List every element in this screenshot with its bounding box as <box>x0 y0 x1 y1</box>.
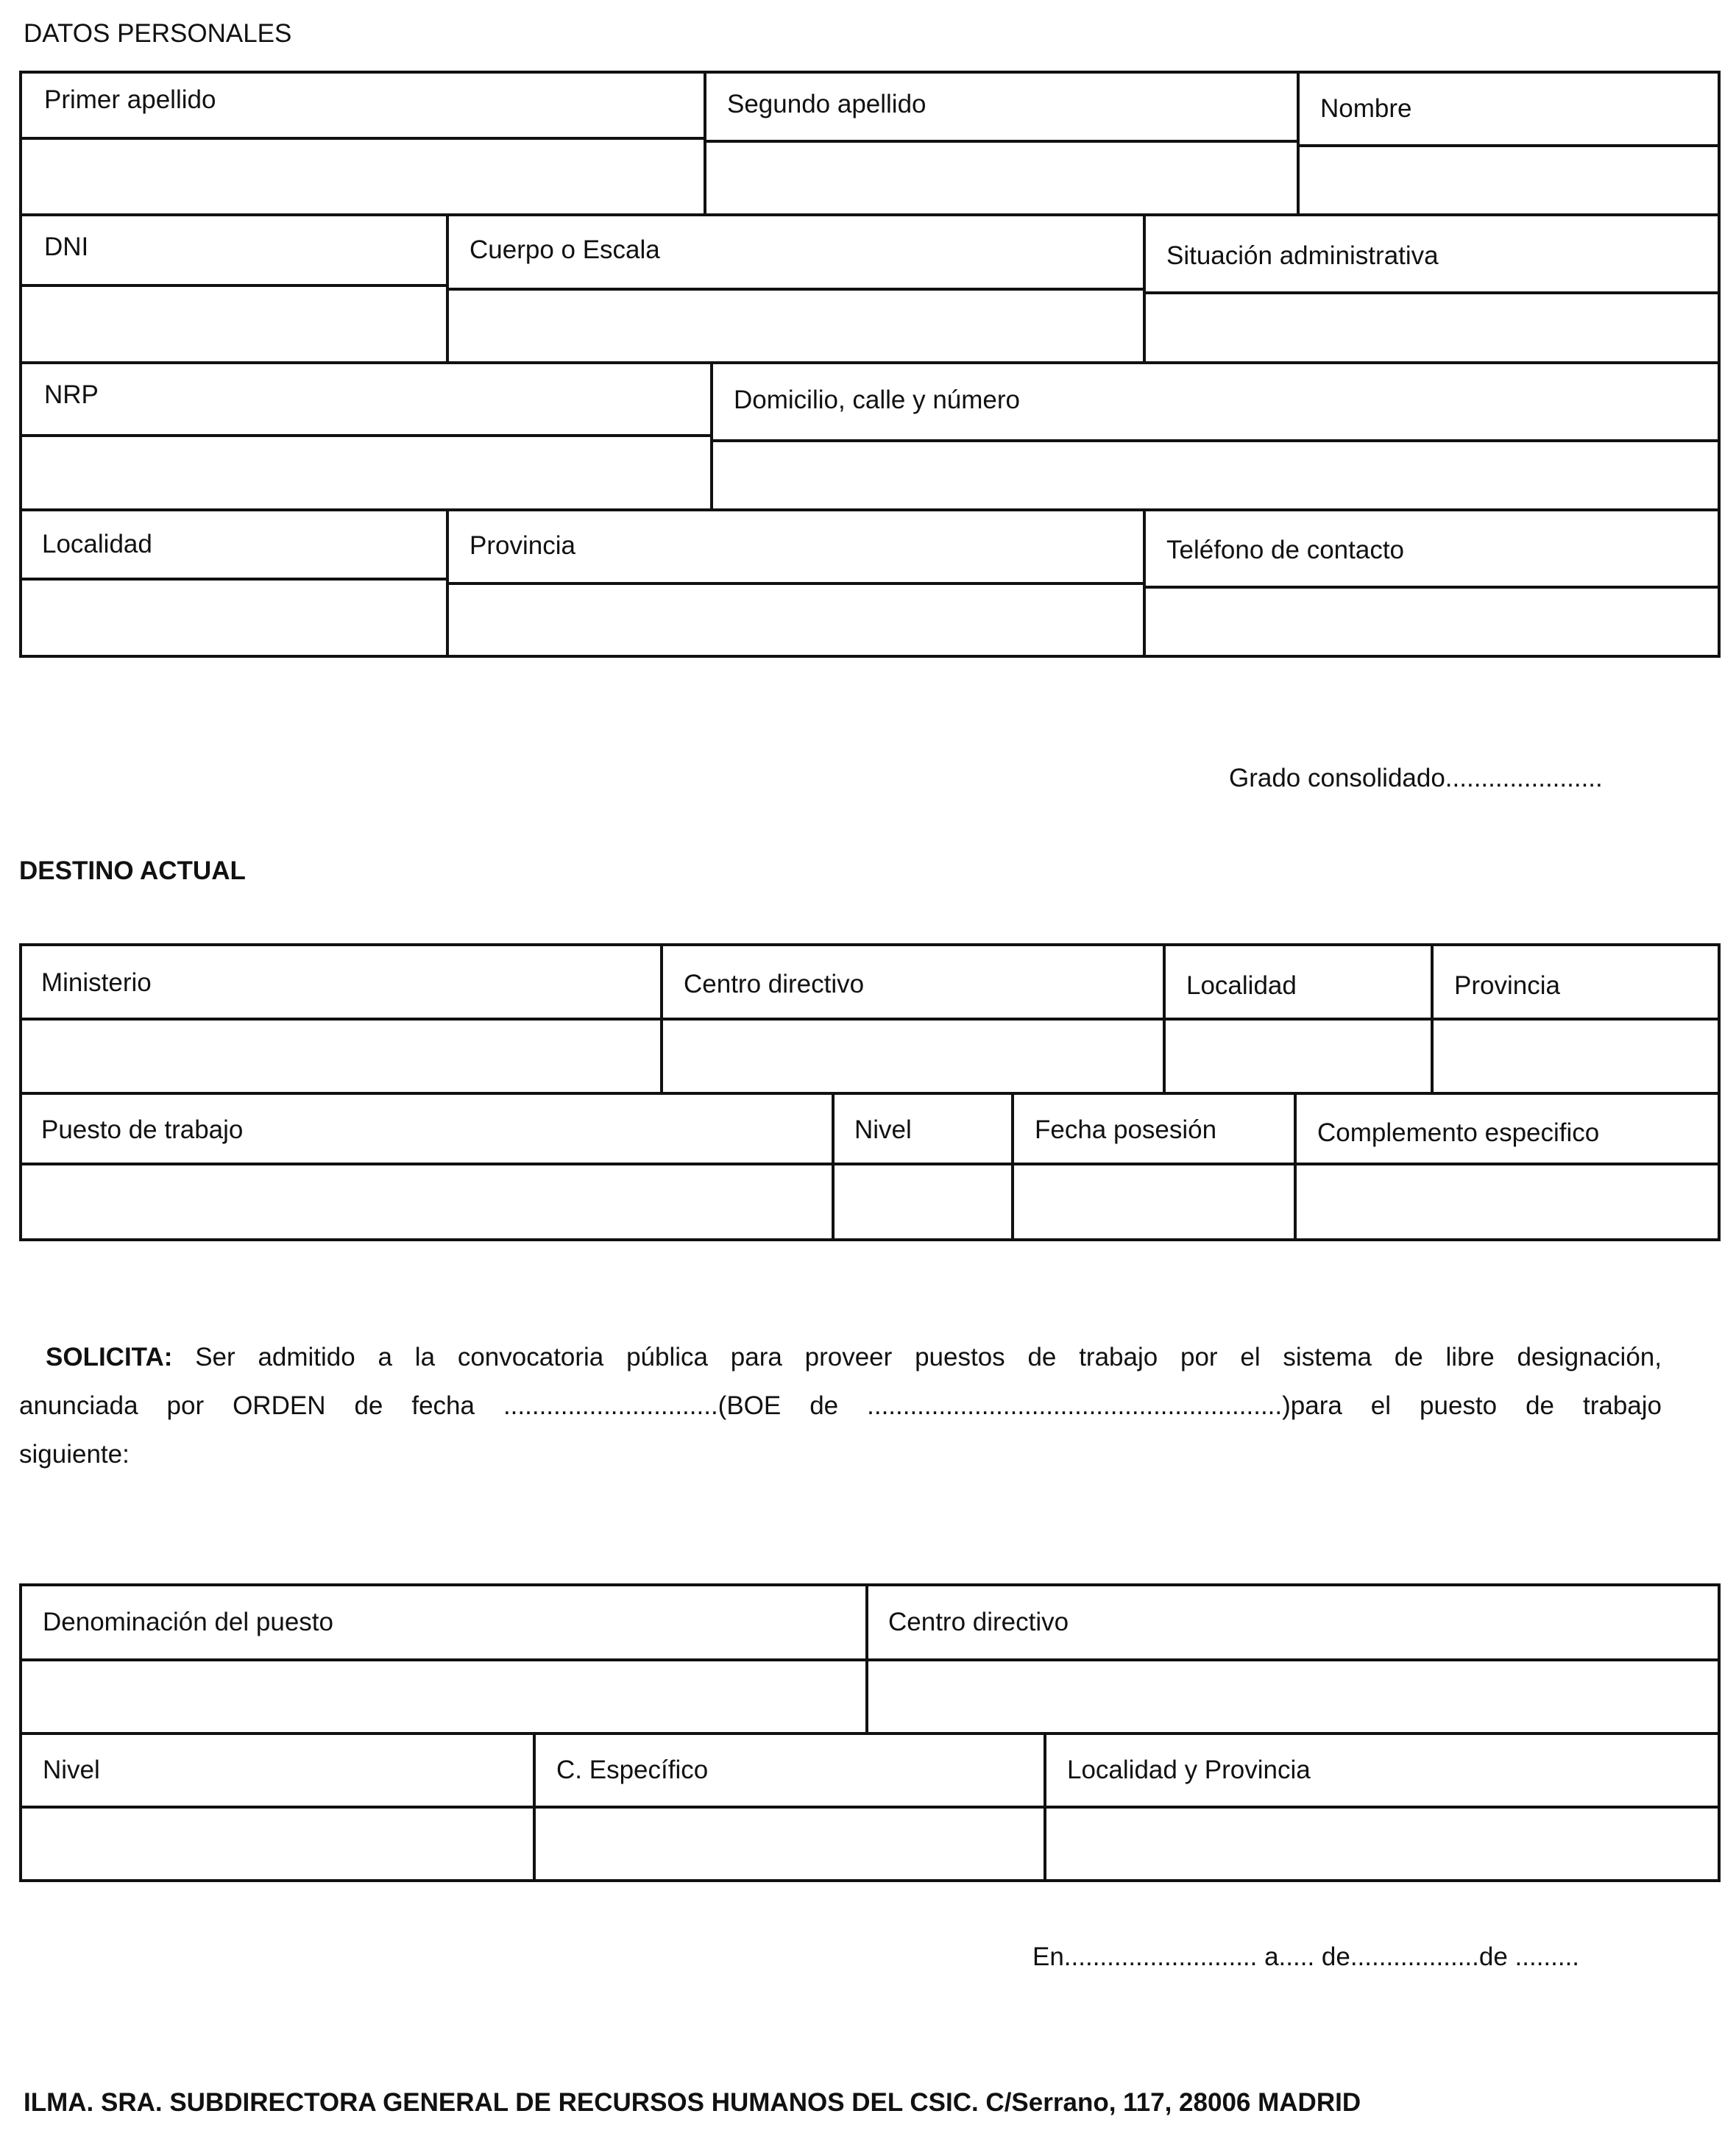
ministerio-field[interactable] <box>22 1021 660 1092</box>
centro-directivo-solicitado-field[interactable] <box>868 1661 1718 1732</box>
primer-apellido-field[interactable] <box>22 140 704 213</box>
label-c-especifico: C. Específico <box>556 1756 709 1784</box>
label-provincia-destino: Provincia <box>1454 971 1560 1000</box>
nivel-field[interactable] <box>835 1165 1011 1238</box>
complemento-especifico-field[interactable] <box>1297 1165 1718 1238</box>
label-segundo-apellido: Segundo apellido <box>727 90 927 118</box>
label-fecha-posesion: Fecha posesión <box>1035 1115 1217 1144</box>
label-domicilio: Domicilio, calle y número <box>734 386 1021 414</box>
nombre-field[interactable] <box>1300 147 1718 213</box>
label-nombre: Nombre <box>1320 94 1412 123</box>
nrp-field[interactable] <box>22 437 710 508</box>
label-puesto-trabajo: Puesto de trabajo <box>41 1115 244 1144</box>
label-localidad: Localidad <box>42 530 152 558</box>
section-heading-destino-actual: DESTINO ACTUAL <box>19 856 246 885</box>
label-ministerio: Ministerio <box>41 968 152 997</box>
solicita-label: SOLICITA: <box>46 1343 173 1371</box>
localidad-field[interactable] <box>22 581 446 655</box>
fecha-posesion-field[interactable] <box>1014 1165 1294 1238</box>
denominacion-puesto-field[interactable] <box>22 1661 865 1732</box>
solicita-line-2: anunciada por ORDEN de fecha ..............................(BOE de ..........................................................)para el puesto de trabajo <box>19 1391 1662 1420</box>
cuerpo-escala-field[interactable] <box>449 291 1143 361</box>
label-cuerpo-escala: Cuerpo o Escala <box>470 235 660 264</box>
solicita-line-1-text: Ser admitido a la convocatoria pública para proveer puestos de trabajo por el sistema de libre designación, <box>195 1343 1662 1371</box>
label-nivel: Nivel <box>854 1115 912 1144</box>
nivel-solicitado-field[interactable] <box>22 1809 533 1879</box>
label-localidad-destino: Localidad <box>1186 971 1297 1000</box>
label-localidad-provincia: Localidad y Provincia <box>1067 1756 1311 1784</box>
solicita-line-1 <box>19 1333 1662 1382</box>
segundo-apellido-field[interactable] <box>706 143 1297 213</box>
solicita-line-3: siguiente: <box>19 1440 130 1469</box>
solicita-paragraph <box>19 1333 1662 1479</box>
provincia-destino-field[interactable] <box>1434 1021 1718 1092</box>
situacion-administrativa-field[interactable] <box>1146 294 1718 361</box>
localidad-provincia-field[interactable] <box>1046 1809 1718 1879</box>
label-complemento-especifico: Complemento especifico <box>1317 1118 1600 1147</box>
label-provincia: Provincia <box>470 531 575 560</box>
provincia-field[interactable] <box>449 585 1143 655</box>
section-heading-datos-personales: DATOS PERSONALES <box>24 19 292 48</box>
label-denominacion-puesto: Denominación del puesto <box>43 1608 333 1636</box>
domicilio-field[interactable] <box>713 442 1718 508</box>
destinatario: ILMA. SRA. SUBDIRECTORA GENERAL DE RECURSOS HUMANOS DEL CSIC. C/Serrano, 117, 28006 MADRID <box>24 2088 1361 2117</box>
label-centro-directivo-solicitado: Centro directivo <box>888 1608 1069 1636</box>
label-primer-apellido: Primer apellido <box>44 85 216 114</box>
label-nrp: NRP <box>44 380 99 409</box>
localidad-destino-field[interactable] <box>1166 1021 1431 1092</box>
label-situacion-administrativa: Situación administrativa <box>1166 241 1439 270</box>
label-centro-directivo: Centro directivo <box>684 970 865 998</box>
dni-field[interactable] <box>22 287 446 361</box>
label-dni: DNI <box>44 233 89 261</box>
c-especifico-field[interactable] <box>536 1809 1044 1879</box>
label-telefono-contacto: Teléfono de contacto <box>1166 536 1405 564</box>
fecha-lugar-line: En........................... a..... de..................de ......... <box>1032 1942 1580 1971</box>
puesto-trabajo-field[interactable] <box>22 1165 832 1238</box>
centro-directivo-field[interactable] <box>663 1021 1163 1092</box>
telefono-contacto-field[interactable] <box>1146 589 1718 655</box>
grado-consolidado: Grado consolidado...................... <box>1229 764 1603 792</box>
label-nivel-solicitado: Nivel <box>43 1756 100 1784</box>
